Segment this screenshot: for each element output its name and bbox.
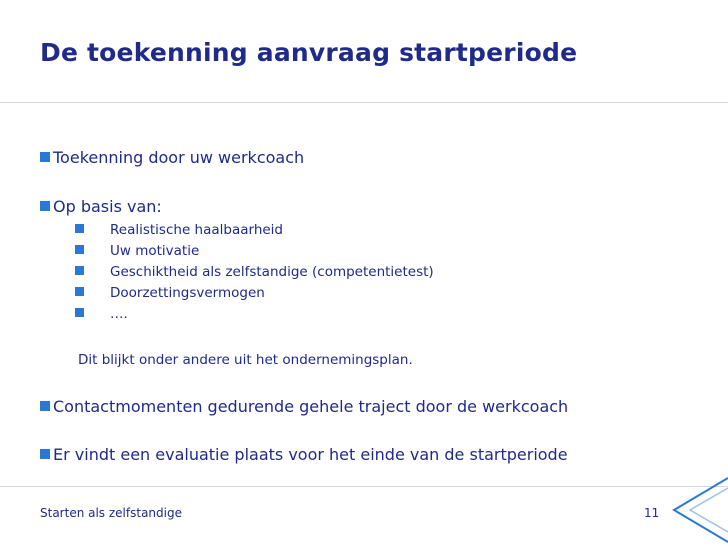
square-bullet-icon	[40, 449, 50, 459]
bullet-text: Toekenning door uw werkcoach	[53, 148, 305, 167]
bullet-text: Contactmomenten gedurende gehele traject door de werkcoach	[53, 397, 569, 416]
sub-bullet-item	[75, 243, 199, 259]
sub-bullet-item	[75, 264, 434, 280]
sub-bullet-text: Doorzettingsvermogen	[110, 285, 265, 301]
sub-bullet-item	[75, 306, 128, 322]
sub-bullet-item	[75, 222, 283, 238]
bullet-item	[40, 397, 568, 416]
square-bullet-icon	[40, 152, 50, 162]
bullet-item	[40, 197, 162, 216]
square-bullet-icon	[75, 266, 84, 275]
bullet-text: Er vindt een evaluatie plaats voor het einde van de startperiode	[53, 445, 568, 464]
chevron-decoration-icon	[660, 470, 728, 546]
bullet-text: Op basis van:	[53, 197, 162, 216]
title-divider	[0, 102, 728, 103]
sub-bullet-text: Geschiktheid als zelfstandige (competentietest)	[110, 264, 434, 280]
square-bullet-icon	[75, 245, 84, 254]
page-number: 11	[644, 506, 660, 520]
sub-bullet-text: Uw motivatie	[110, 243, 200, 259]
square-bullet-icon	[40, 201, 50, 211]
footer-title: Starten als zelfstandige	[40, 506, 182, 520]
square-bullet-icon	[75, 308, 84, 317]
note-text: Dit blijkt onder andere uit het ondernemingsplan.	[78, 352, 413, 368]
square-bullet-icon	[40, 401, 50, 411]
sub-bullet-text: Realistische haalbaarheid	[110, 222, 284, 238]
footer-divider	[0, 486, 728, 487]
bullet-item	[40, 148, 304, 167]
bullet-item	[40, 445, 568, 464]
sub-bullet-item	[75, 285, 265, 301]
sub-bullet-text: ….	[110, 306, 128, 322]
slide-title: De toekenning aanvraag startperiode	[40, 38, 578, 67]
square-bullet-icon	[75, 287, 84, 296]
square-bullet-icon	[75, 224, 84, 233]
